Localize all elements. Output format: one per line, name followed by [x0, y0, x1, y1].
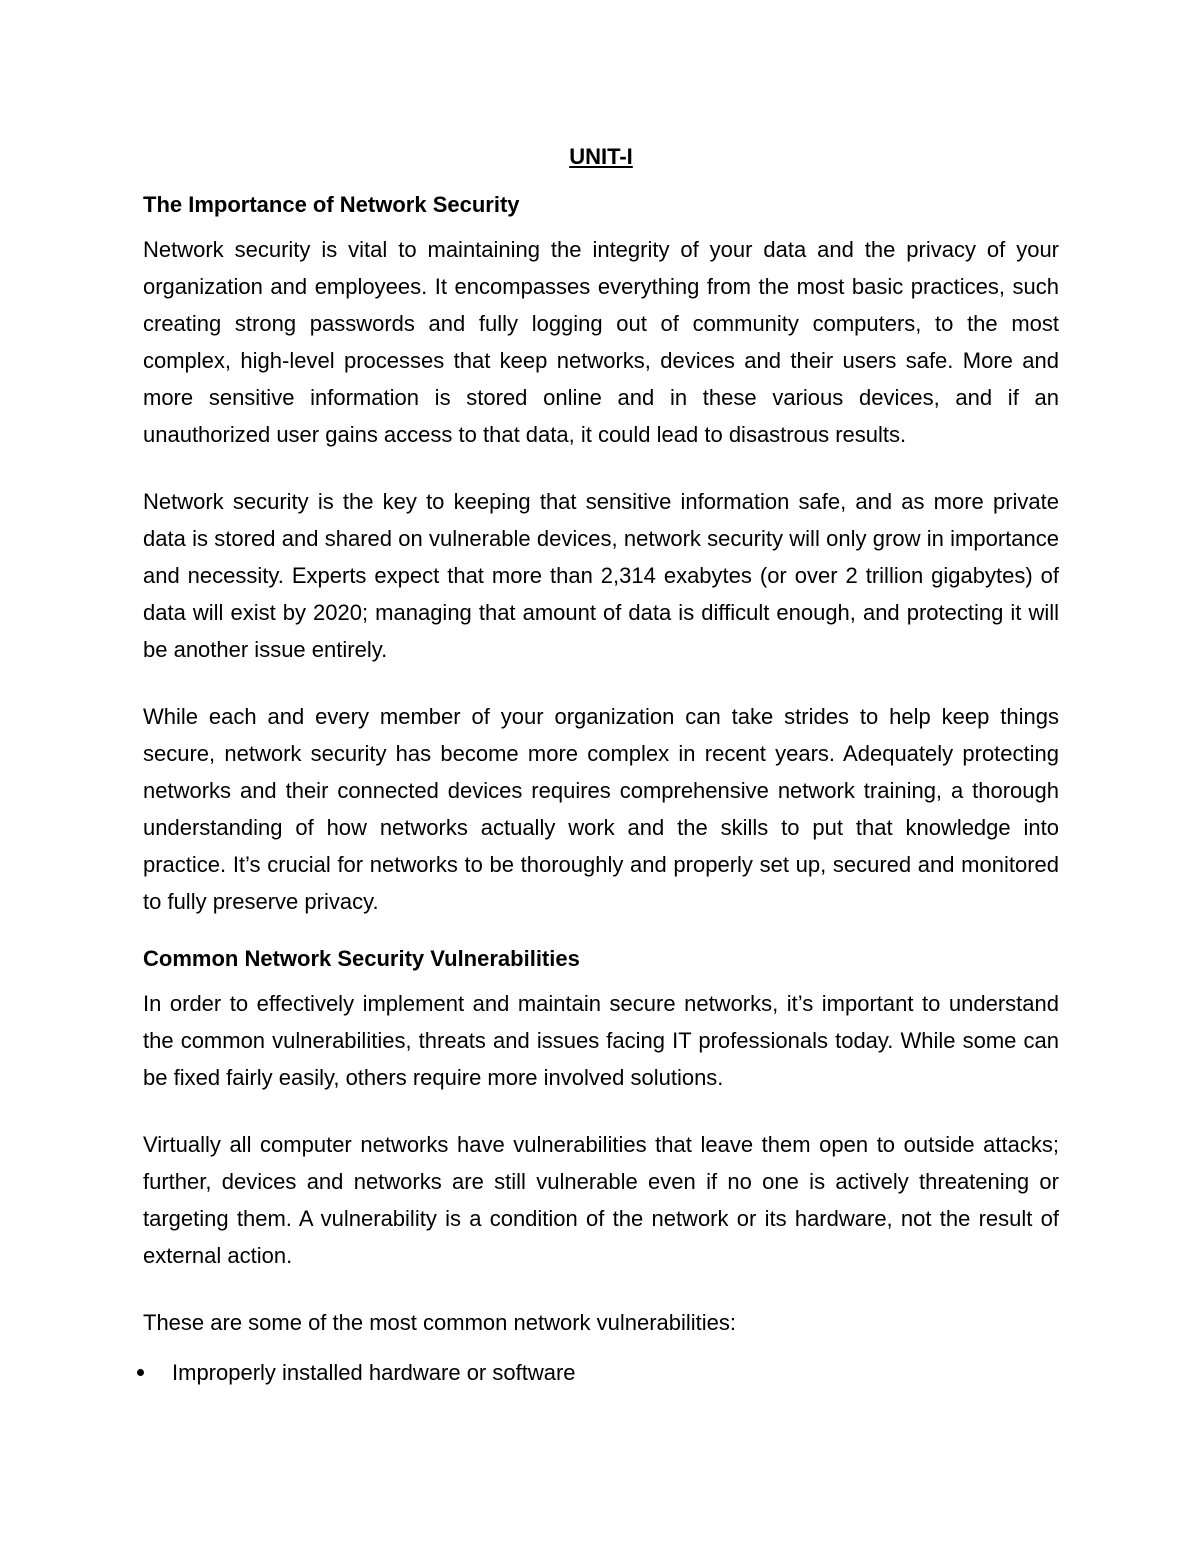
section-heading-importance: The Importance of Network Security [143, 192, 520, 217]
bullet-dot-icon [137, 1369, 144, 1376]
paragraph-vulnerabilities-2: Virtually all computer networks have vulnerabilities that leave them open to outside attacks; further, devices and networks are still vulnerable even if no one is actively threatening or targeting them. A vulnerability is a condition of the network or its hardware, not the result of external action. [143, 1132, 1059, 1268]
section-heading-vulnerabilities: Common Network Security Vulnerabilities [143, 946, 580, 971]
paragraph-vulnerabilities-intro: These are some of the most common network vulnerabilities: [143, 1310, 737, 1335]
page-content [143, 138, 1059, 1391]
vulnerability-list [143, 1354, 1059, 1391]
paragraph-vulnerabilities-1: In order to effectively implement and maintain secure networks, it’s important to understand the common vulnerabilities, threats and issues facing IT professionals today. While some can be fixed fairly easily, others require more involved solutions. [143, 991, 1059, 1090]
paragraph-importance-2: Network security is the key to keeping that sensitive information safe, and as more private data is stored and shared on vulnerable devices, network security will only grow in importance and necessity. Experts expect that more than 2,314 exabytes (or over 2 trillion gigabytes) of data will exist by 2020; managing that amount of data is difficult enough, and protecting it will be another issue entirely. [143, 489, 1059, 662]
list-item [143, 1354, 1059, 1391]
list-item-text: Improperly installed hardware or software [172, 1360, 576, 1385]
paragraph-importance-3: While each and every member of your organization can take strides to help keep things secure, network security has become more complex in recent years. Adequately protecting networks and their connected devices requires comprehensive network training, a thorough understanding of how networks actually work and the skills to put that knowledge into practice. It’s crucial for networks to be thoroughly and properly set up, secured and monitored to fully preserve privacy. [143, 704, 1059, 914]
unit-title: UNIT-I [569, 144, 633, 169]
paragraph-importance-1: Network security is vital to maintaining the integrity of your data and the privacy of your organization and employees. It encompasses everything from the most basic practices, such creating strong passwords and fully logging out of community computers, to the most complex, high-level processes that keep networks, devices and their users safe. More and more sensitive information is stored online and in these various devices, and if an unauthorized user gains access to that data, it could lead to disastrous results. [143, 237, 1059, 447]
